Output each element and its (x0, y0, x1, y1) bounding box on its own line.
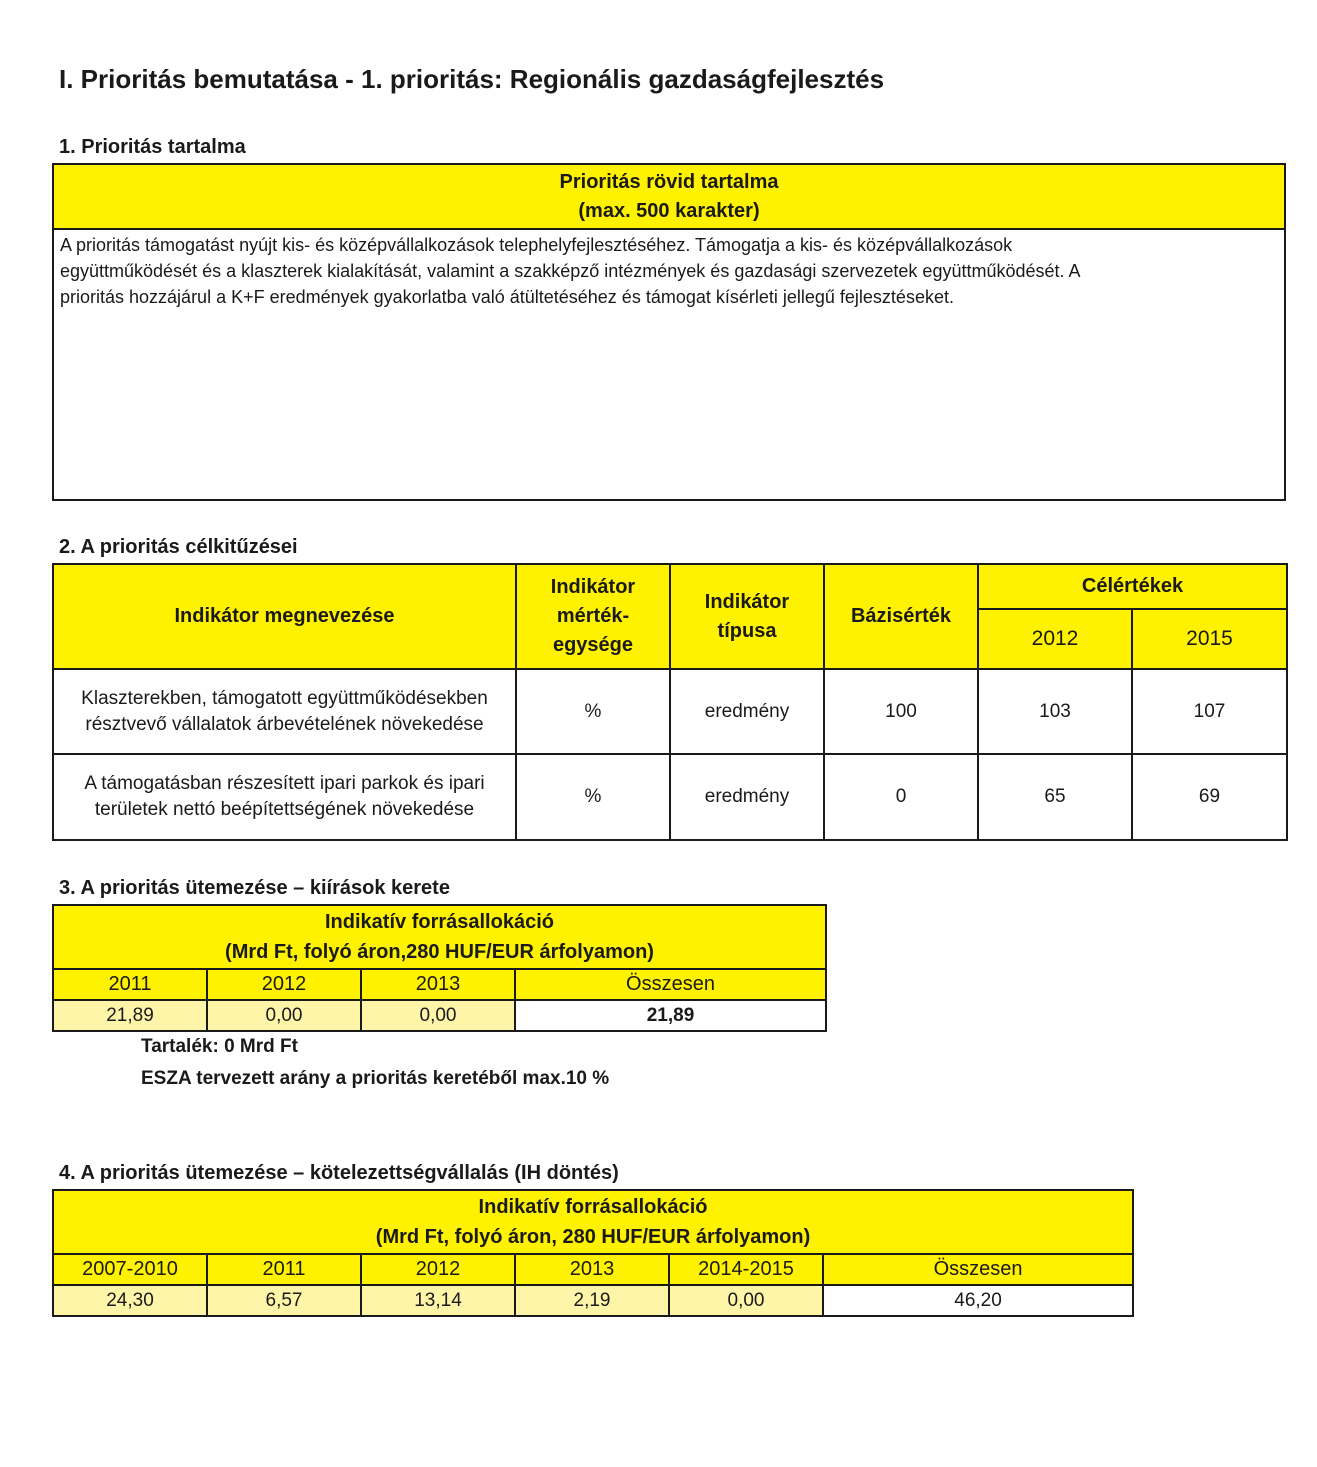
indicator-name-line: résztvevő vállalatok árbevételének növekedése (85, 713, 484, 735)
priority-content-limit: (max. 500 karakter) (578, 199, 760, 222)
header-target-values: Célértékek (978, 564, 1287, 609)
header-year-2012: 2012 (978, 609, 1132, 669)
content-line: prioritás hozzájárul a K+F eredmények gyakorlatba való átültetéséhez és támogat kísérleti jellegű fejlesztéseket. (60, 287, 954, 307)
indicator-unit: % (516, 754, 670, 840)
total-cell: 21,89 (515, 1000, 826, 1031)
column-header-total: Összesen (823, 1254, 1133, 1285)
section4-heading: 4. A prioritás ütemezése – kötelezettségvállalás (IH döntés) (59, 1162, 619, 1184)
indicator-target-2015: 107 (1132, 669, 1287, 754)
caption-line: (Mrd Ft, folyó áron,280 HUF/EUR árfolyamon) (225, 941, 654, 963)
indicator-name-line: A támogatásban részesített ipari parkok és ipari (84, 773, 485, 794)
header-unit-line: Indikátor (550, 576, 636, 598)
value-cell: 0,00 (207, 1000, 361, 1031)
column-header: 2012 (207, 969, 361, 1000)
header-type-line: Indikátor (704, 590, 790, 613)
value-cell: 21,89 (53, 1000, 207, 1031)
table-row (53, 754, 1287, 840)
indicator-name-line: Klaszterekben, támogatott együttműködésekben (81, 687, 488, 709)
indicator-base: 100 (824, 669, 978, 754)
priority-content-title: Prioritás rövid tartalma (559, 170, 779, 193)
content-line: A prioritás támogatást nyújt kis- és középvállalkozások telephelyfejlesztéséhez. Támogatja a kis- és középvállalkozások (60, 235, 1013, 255)
column-header: 2013 (515, 1254, 669, 1285)
column-header: 2012 (361, 1254, 515, 1285)
table-row (53, 1000, 826, 1031)
caption-line: Indikatív forrásallokáció (325, 911, 554, 933)
column-header: 2007-2010 (53, 1254, 207, 1285)
priority-content-box (52, 163, 1286, 501)
indicator-target-2012: 65 (978, 754, 1132, 840)
indicator-target-2012: 103 (978, 669, 1132, 754)
column-header: 2013 (361, 969, 515, 1000)
header-base-value: Bázisérték (824, 564, 978, 669)
value-cell: 13,14 (361, 1285, 515, 1316)
value-cell: 2,19 (515, 1285, 669, 1316)
value-cell: 24,30 (53, 1285, 207, 1316)
column-header: 2011 (207, 1254, 361, 1285)
indicator-name (53, 754, 516, 840)
indicator-unit: % (516, 669, 670, 754)
indicator-base: 0 (824, 754, 978, 840)
table-row (53, 1285, 1133, 1316)
column-header: 2011 (53, 969, 207, 1000)
column-header: 2014-2015 (669, 1254, 823, 1285)
indicator-target-2015: 69 (1132, 754, 1287, 840)
allocation-caption (53, 905, 826, 969)
header-indicator-name: Indikátor megnevezése (53, 564, 516, 669)
header-unit-line: mérték- (556, 605, 630, 627)
total-cell: 46,20 (823, 1285, 1133, 1316)
commitment-table (52, 1189, 1134, 1317)
header-unit-line: egysége (552, 634, 634, 656)
page-title: I. Prioritás bemutatása - 1. prioritás: Regionális gazdaságfejlesztés (59, 64, 885, 94)
section1-heading: 1. Prioritás tartalma (59, 136, 246, 158)
indicator-table (52, 563, 1288, 841)
allocation-caption (53, 1190, 1133, 1254)
value-cell: 0,00 (361, 1000, 515, 1031)
column-header-total: Összesen (515, 969, 826, 1000)
indicator-type: eredmény (670, 754, 824, 840)
indicator-type: eredmény (670, 669, 824, 754)
header-indicator-type (670, 564, 824, 669)
priority-content-text (53, 229, 1285, 500)
caption-line: (Mrd Ft, folyó áron, 280 HUF/EUR árfolyamon) (375, 1226, 811, 1248)
value-cell: 0,00 (669, 1285, 823, 1316)
indicator-name (53, 669, 516, 754)
section2-heading: 2. A prioritás célkitűzései (59, 536, 298, 558)
header-year-2015: 2015 (1132, 609, 1287, 669)
header-indicator-unit (516, 564, 670, 669)
reserve-note: Tartalék: 0 Mrd Ft (141, 1036, 298, 1057)
header-type-line: típusa (717, 619, 777, 642)
esza-note: ESZA tervezett arány a prioritás keretéből max.10 % (141, 1068, 610, 1089)
section3-heading: 3. A prioritás ütemezése – kiírások kerete (59, 877, 450, 899)
value-cell: 6,57 (207, 1285, 361, 1316)
priority-content-header (53, 164, 1285, 229)
table-row (53, 669, 1287, 754)
indicator-name-line: területek nettó beépítettségének növekedése (94, 799, 475, 820)
call-framework-table (52, 904, 827, 1032)
content-line: együttműködését és a klaszterek kialakítását, valamint a szakképző intézmények és gazdasági szervezetek együttműködését. A (60, 261, 1081, 281)
caption-line: Indikatív forrásallokáció (478, 1196, 708, 1218)
